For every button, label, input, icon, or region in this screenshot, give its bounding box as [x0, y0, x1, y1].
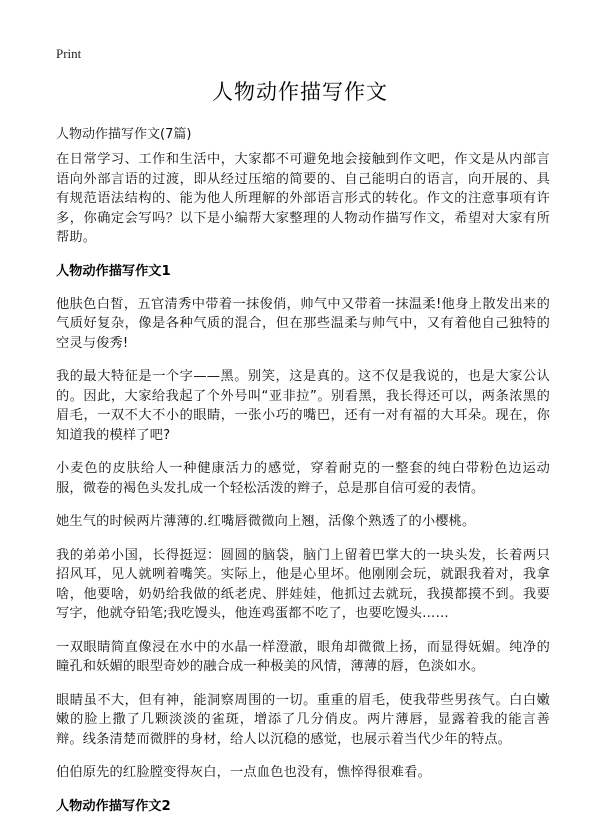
section-1-paragraph: 我的弟弟小国，长得挺逗：圆圆的脑袋，脑门上留着巴掌大的一块头发，长着两只招风耳，见人就咧着嘴笑。实际上，他是心里坏。他刚刚会玩，就跟我着对，我拿啥，他要啥，奶奶给我做的纸老虎、胖娃娃，他抓过去就玩，我摸都摸不到。我要写字，他就夺铅笔;我吃馒头，他连鸡蛋都不吃了，也要吃馒头…… — [56, 547, 550, 621]
section-1-paragraph: 伯伯原先的红脸膛变得灰白，一点血色也没有，憔悴得很难看。 — [56, 765, 431, 780]
section-1-paragraph: 小麦色的皮肤给人一种健康活力的感觉，穿着耐克的一整套的纯白带粉色边运动服，微卷的褐色头发扎成一个轻松活泼的辫子，总是那自信可爱的表情。 — [56, 461, 550, 496]
section-1-paragraph: 一双眼睛简直像浸在水中的水晶一样澄澈，眼角却微微上扬，而显得妩媚。纯净的瞳孔和妖媚的眼型奇妙的融合成一种极美的风情，薄薄的唇，色淡如水。 — [56, 639, 550, 674]
section-1-paragraph: 她生气的时候两片薄薄的.红嘴唇微微向上翘，活像个熟透了的小樱桃。 — [56, 514, 476, 529]
section-heading-2: 人物动作描写作文2 — [56, 798, 171, 814]
section-1-paragraph: 眼睛虽不大，但有神，能洞察周围的一切。重重的眉毛，使我带些男孩气。白白嫩嫩的脸上撒了几颗淡淡的雀斑，增添了几分俏皮。两片薄唇，显露着我的能言善辩。线条清楚而微胖的身材，给人以沉稳的感觉，也展示着当代少年的特点。 — [56, 692, 550, 747]
article-body — [56, 150, 550, 830]
page-title: 人物动作描写作文 — [212, 80, 388, 104]
document-subtitle: 人物动作描写作文(7篇) — [56, 127, 192, 142]
print-link[interactable]: Print — [56, 46, 82, 61]
intro-paragraph: 在日常学习、工作和生活中，大家都不可避免地会接触到作文吧，作文是从内部言语向外部言语的过渡，即从经过压缩的简要的、自己能明白的语言，向开展的、具有规范语法结构的、能为他人所理解的外部语言形式的转化。作文的注意事项有许多，你确定会写吗？以下是小编帮大家整理的人物动作描写作文，希望对大家有所帮助。 — [56, 152, 550, 245]
section-heading-1: 人物动作描写作文1 — [56, 263, 171, 279]
section-1-paragraph: 他肤色白皙，五官清秀中带着一抹俊俏，帅气中又带着一抹温柔!他身上散发出来的气质好复杂，像是各种气质的混合，但在那些温柔与帅气中，又有着他自己独特的空灵与俊秀! — [56, 296, 550, 351]
section-1-paragraph: 我的最大特征是一个字——黑。别笑，这是真的。这不仅是我说的，也是大家公认的。因此，大家给我起了个外号叫“亚非拉”。别看黑，我长得还可以，两条浓黑的眉毛，一双不大不小的眼睛，一张小巧的嘴巴，还有一对有福的大耳朵。现在，你知道我的模样了吧? — [56, 369, 550, 443]
